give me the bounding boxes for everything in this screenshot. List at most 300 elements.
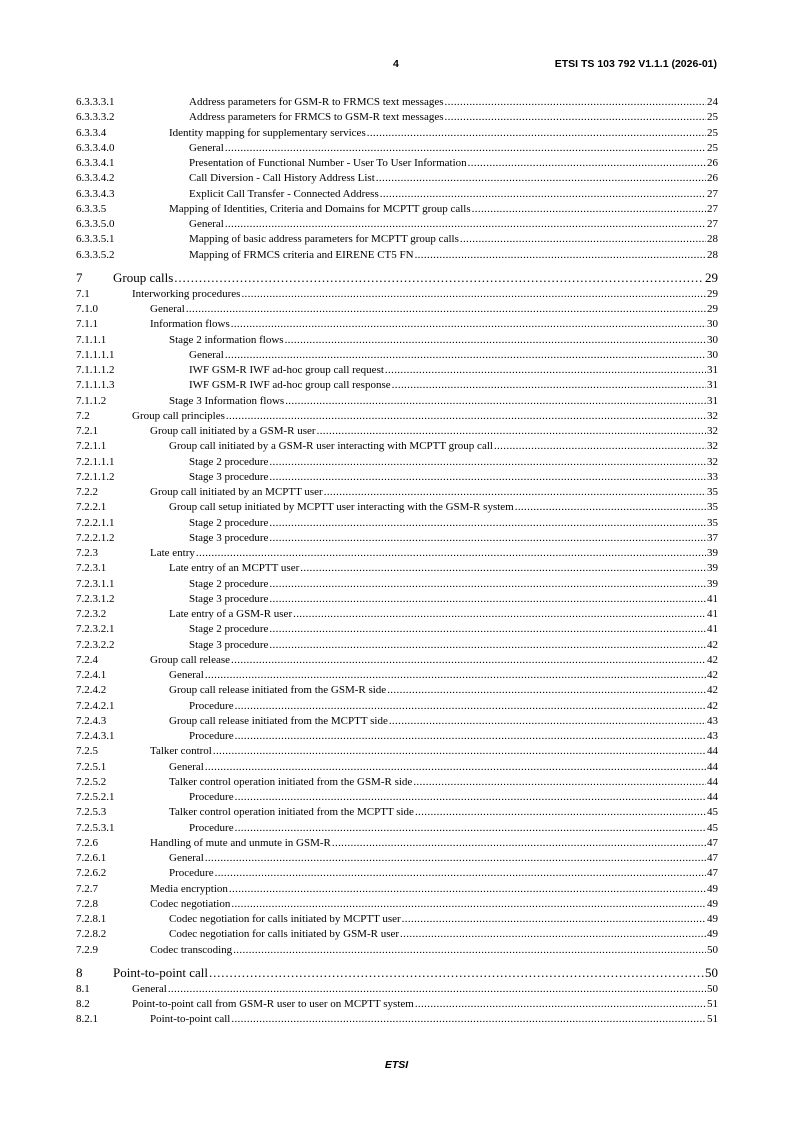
toc-entry-page: 42 [707,653,718,666]
toc-entry-number: 8.2 [76,998,90,1010]
toc-dot-leader [226,409,706,424]
toc-dot-leader [468,156,706,171]
toc-dot-leader [235,821,706,836]
toc-entry-page: 35 [707,501,718,514]
page-footer: ETSI [384,1059,409,1071]
toc-entry[interactable] [76,836,718,851]
toc-entry-page: 45 [707,821,718,834]
toc-dot-leader [392,378,706,393]
toc-entry[interactable] [76,500,718,515]
toc-dot-leader [196,546,706,561]
toc-entry[interactable] [76,699,718,714]
toc-dot-leader [332,836,706,851]
toc-entry-title: Stage 3 procedure [189,531,269,544]
toc-entry-number: 7.1.1.1 [76,333,107,346]
toc-dot-leader [213,744,706,759]
toc-dot-leader [285,333,706,348]
document-reference: ETSI TS 103 792 V1.1.1 (2026-01) [554,58,717,70]
toc-entry-title: Presentation of Functional Number - User To User Information [189,157,467,169]
toc-entry-page: 25 [707,111,718,124]
toc-entry[interactable] [76,851,718,866]
toc-entry-number: 7.2.3 [76,547,98,559]
toc-entry[interactable] [76,821,718,836]
toc-entry-title: Mapping of FRMCS criteria and EIRENE CT5 FN [189,248,414,261]
toc-entry-number: 7.1 [76,287,90,300]
toc-entry-title: General [189,141,224,154]
toc-entry-title: Talker control [150,745,212,758]
toc-entry-title: General [132,982,167,995]
toc-entry-page: 30 [707,333,718,346]
toc-entry-number: 7.2.5 [76,745,98,758]
toc-entry[interactable] [76,760,718,775]
toc-entry[interactable] [76,683,718,698]
toc-entry-number: 7.2.4.2.1 [76,699,115,712]
toc-entry-title: Handling of mute and unmute in GSM-R [150,836,331,849]
toc-entry-title: Group call setup initiated by MCPTT user interacting with the GSM-R system [169,501,514,514]
toc-entry[interactable] [76,455,718,470]
toc-entry-number: 7.2.3.1.1 [76,577,115,590]
toc-entry-number: 7.2.6.1 [76,852,107,864]
toc-entry-number: 7.2.2 [76,486,98,498]
toc-entry-title: Mapping of Identities, Criteria and Domains for MCPTT group calls [169,202,471,215]
toc-dot-leader [235,729,706,744]
toc-entry-page: 27 [707,187,718,200]
toc-entry-title: Group call initiated by an MCPTT user [150,486,323,498]
toc-dot-leader [460,232,706,247]
toc-dot-leader [225,217,706,232]
toc-dot-leader [209,964,704,982]
toc-entry[interactable] [76,982,718,997]
toc-entry-title: Stage 2 procedure [189,577,269,590]
toc-entry-title: Stage 2 procedure [189,623,269,636]
toc-entry[interactable] [76,470,718,485]
toc-entry-title: Call Diversion - Call History Address List [189,172,375,185]
toc-entry[interactable] [76,592,718,607]
toc-entry-title: Group calls [113,269,174,285]
toc-entry-title: Mapping of basic address parameters for MCPTT group calls [189,233,459,246]
toc-entry-page: 42 [707,638,718,651]
toc-entry-page: 30 [707,318,718,331]
toc-entry-page: 49 [707,928,718,941]
toc-entry-number: 7.2.1 [76,425,98,437]
toc-entry-page: 37 [707,531,718,544]
toc-entry-page: 41 [707,623,718,636]
toc-entry[interactable] [76,110,718,125]
toc-entry[interactable] [76,805,718,820]
toc-dot-leader [269,531,706,546]
toc-entry-title: Procedure [189,791,234,803]
table-of-contents [76,95,718,1028]
toc-entry-page: 35 [707,486,718,498]
toc-dot-leader [269,455,706,470]
toc-entry-page: 39 [707,547,718,559]
toc-dot-leader [269,470,706,485]
toc-entry-number: 7.2.1.1.2 [76,470,115,483]
toc-entry[interactable] [76,126,718,141]
toc-entry-page: 41 [707,592,718,605]
toc-entry[interactable] [76,882,718,897]
toc-entry-title: Late entry of an MCPTT user [169,562,300,575]
toc-entry-page: 50 [707,943,718,956]
toc-dot-leader [413,775,706,790]
toc-entry[interactable] [76,638,718,653]
toc-entry[interactable] [76,269,718,287]
toc-entry[interactable] [76,790,718,805]
toc-entry-number: 6.3.3.4.1 [76,157,115,169]
toc-entry-title: Talker control operation initiated from the GSM-R side [169,775,413,788]
toc-entry-title: Group call initiated by a GSM-R user interacting with MCPTT group call [169,440,493,453]
toc-entry-page: 51 [707,1013,718,1026]
toc-entry[interactable] [76,394,718,409]
toc-entry[interactable] [76,141,718,156]
toc-entry[interactable] [76,866,718,881]
toc-entry-number: 7.2.8.1 [76,913,107,925]
toc-entry-title: Stage 2 procedure [189,516,269,529]
toc-entry-title: Identity mapping for supplementary services [169,126,366,139]
toc-dot-leader [269,592,706,607]
toc-entry-number: 7.2.3.2 [76,608,107,620]
toc-entry-title: Explicit Call Transfer - Connected Address [189,187,379,200]
toc-entry-title: Talker control operation initiated from the MCPTT side [169,806,414,819]
toc-dot-leader [269,622,706,637]
toc-dot-leader [231,653,706,668]
toc-entry-title: Stage 3 procedure [189,638,269,651]
toc-dot-leader [215,866,706,881]
toc-dot-leader [415,805,706,820]
toc-dot-leader [241,287,706,302]
toc-entry-page: 25 [707,126,718,139]
page-number: 4 [393,58,399,70]
toc-entry-number: 7.2.9 [76,943,98,956]
toc-entry-page: 42 [707,669,718,681]
toc-dot-leader [445,95,706,110]
toc-entry-number: 6.3.3.5.0 [76,218,115,230]
toc-dot-leader [235,699,706,714]
toc-entry-title: Group call release initiated from the GSM-R side [169,684,387,697]
toc-entry[interactable] [76,1012,718,1027]
toc-entry[interactable] [76,287,718,302]
toc-entry-title: Late entry of a GSM-R user [169,608,293,620]
toc-entry[interactable] [76,607,718,622]
toc-entry-number: 6.3.3.3.1 [76,96,115,108]
toc-entry-title: Point-to-point call from GSM-R user to user on MCPTT system [132,998,414,1010]
toc-dot-leader [293,607,706,622]
toc-entry[interactable] [76,202,718,217]
toc-entry[interactable] [76,775,718,790]
toc-entry-title: General [169,760,204,773]
toc-dot-leader [205,668,706,683]
toc-entry-number: 7 [76,269,83,285]
toc-entry-number: 6.3.3.4 [76,126,107,139]
toc-dot-leader [389,714,706,729]
toc-entry-number: 7.2.5.2.1 [76,791,115,803]
toc-dot-leader [367,126,706,141]
toc-entry-number: 7.2.3.2.1 [76,623,115,636]
toc-dot-leader [205,851,706,866]
toc-entry-page: 50 [705,964,718,980]
toc-entry[interactable] [76,409,718,424]
toc-entry-number: 7.2.3.2.2 [76,638,115,651]
toc-entry-title: Point-to-point call [113,964,208,980]
toc-entry-number: 6.3.3.5 [76,202,107,215]
toc-dot-leader [472,202,706,217]
toc-entry-title: Group call release initiated from the MCPTT side [169,714,388,727]
toc-entry-number: 6.3.3.4.0 [76,141,115,154]
toc-entry-title: Late entry [150,547,195,559]
toc-entry-page: 31 [707,394,718,407]
toc-entry-page: 41 [707,608,718,620]
toc-entry[interactable] [76,714,718,729]
toc-entry-page: 39 [707,577,718,590]
toc-dot-leader [231,1012,706,1027]
toc-entry-title: IWF GSM-R IWF ad-hoc group call response [189,379,391,392]
toc-entry-page: 39 [707,562,718,575]
page-header [0,58,793,72]
toc-entry-number: 8 [76,964,83,980]
toc-dot-leader [415,997,706,1012]
toc-entry[interactable] [76,577,718,592]
toc-dot-leader [231,897,706,912]
toc-entry-number: 7.1.1.1.1 [76,348,115,361]
toc-entry-number: 7.2.6 [76,836,98,849]
toc-entry-page: 24 [707,96,718,108]
toc-entry-page: 43 [707,730,718,742]
toc-entry-page: 27 [707,202,718,215]
toc-entry-page: 25 [707,141,718,154]
toc-entry-number: 7.2.5.2 [76,775,107,788]
toc-entry-page: 42 [707,684,718,697]
toc-entry-page: 31 [707,364,718,376]
toc-entry-page: 47 [707,852,718,864]
toc-entry-title: Codec negotiation for calls initiated by MCPTT user [169,913,401,925]
toc-entry-title: General [169,669,204,681]
toc-dot-leader [269,577,706,592]
toc-entry-title: General [189,218,224,230]
toc-entry[interactable] [76,424,718,439]
toc-entry-page: 28 [707,248,718,261]
toc-entry-page: 42 [707,699,718,712]
toc-entry-page: 47 [707,867,718,880]
toc-entry-number: 7.2.3.1 [76,562,107,575]
toc-entry-page: 49 [707,897,718,910]
toc-entry-title: General [169,852,204,864]
toc-entry-page: 30 [707,348,718,361]
toc-entry-page: 26 [707,172,718,185]
toc-entry-number: 6.3.3.4.2 [76,172,115,185]
toc-entry-title: Stage 2 information flows [169,333,284,346]
toc-entry-number: 7.2.4 [76,653,98,666]
toc-entry-page: 33 [707,470,718,483]
toc-entry-number: 7.2.5.3.1 [76,821,115,834]
toc-entry-title: Procedure [189,821,234,834]
toc-entry-title: Procedure [189,699,234,712]
toc-entry[interactable] [76,561,718,576]
toc-entry[interactable] [76,439,718,454]
toc-dot-leader [376,171,706,186]
toc-entry-title: Stage 3 procedure [189,470,269,483]
toc-dot-leader [300,561,706,576]
toc-dot-leader [174,269,704,287]
toc-entry-page: 28 [707,233,718,246]
toc-entry-number: 8.2.1 [76,1013,98,1026]
toc-entry[interactable] [76,187,718,202]
toc-entry-number: 8.1 [76,982,90,995]
toc-entry[interactable] [76,232,718,247]
toc-entry[interactable] [76,622,718,637]
toc-entry[interactable] [76,363,718,378]
toc-entry[interactable] [76,744,718,759]
toc-entry-page: 51 [707,998,718,1010]
toc-dot-leader [269,516,706,531]
toc-entry-page: 31 [707,379,718,392]
toc-entry-page: 44 [707,791,718,803]
toc-entry[interactable] [76,333,718,348]
toc-entry[interactable] [76,997,718,1012]
toc-entry-page: 29 [707,303,718,315]
toc-entry[interactable] [76,668,718,683]
toc-entry-page: 32 [707,409,718,422]
toc-entry-title: Group call principles [132,409,225,422]
toc-entry-title: General [189,348,224,361]
toc-entry[interactable] [76,317,718,332]
toc-dot-leader [231,317,706,332]
toc-entry[interactable] [76,156,718,171]
toc-entry-number: 7.2.3.1.2 [76,592,115,605]
toc-entry[interactable] [76,653,718,668]
toc-entry[interactable] [76,964,718,982]
toc-entry-number: 7.2.8.2 [76,928,107,941]
toc-dot-leader [235,790,706,805]
toc-entry-number: 7.2.7 [76,882,98,895]
toc-dot-leader [186,302,706,317]
toc-dot-leader [285,394,706,409]
toc-dot-leader [385,363,706,378]
toc-dot-leader [515,500,706,515]
toc-entry-title: Group call initiated by a GSM-R user [150,425,316,437]
toc-entry-title: Address parameters for FRMCS to GSM-R text messages [189,111,444,124]
toc-entry[interactable] [76,516,718,531]
toc-entry-title: Stage 2 procedure [189,455,269,468]
toc-entry-number: 7.2.1.1.1 [76,455,115,468]
toc-entry-number: 7.2.2.1.1 [76,516,115,529]
toc-entry-number: 7.2.2.1.2 [76,531,115,544]
toc-dot-leader [229,882,706,897]
toc-dot-leader [225,348,706,363]
toc-entry-number: 7.2.5.1 [76,760,107,773]
toc-dot-leader [400,927,706,942]
toc-entry-title: Stage 3 Information flows [169,394,285,407]
toc-dot-leader [269,638,706,653]
toc-entry-number: 7.2.1.1 [76,440,107,453]
toc-entry[interactable] [76,217,718,232]
toc-entry[interactable] [76,378,718,393]
toc-entry[interactable] [76,95,718,110]
toc-entry-number: 7.1.0 [76,303,98,315]
toc-entry-title: Media encryption [150,882,228,895]
toc-entry-number: 7.2.4.3 [76,714,107,727]
toc-entry[interactable] [76,248,718,263]
toc-entry[interactable] [76,897,718,912]
toc-entry-number: 7.1.1.1.2 [76,364,115,376]
toc-entry-number: 7.2.6.2 [76,867,107,880]
toc-dot-leader [494,439,706,454]
toc-entry-number: 6.3.3.3.2 [76,111,115,124]
toc-entry-title: Codec negotiation for calls initiated by GSM-R user [169,928,400,941]
toc-dot-leader [415,248,706,263]
toc-entry[interactable] [76,927,718,942]
toc-entry-title: Stage 3 procedure [189,592,269,605]
toc-dot-leader [317,424,706,439]
toc-dot-leader [205,760,706,775]
toc-entry-title: Information flows [150,318,230,331]
toc-dot-leader [380,187,706,202]
toc-entry-page: 49 [707,882,718,895]
toc-entry-page: 49 [707,913,718,925]
toc-entry-page: 32 [707,440,718,453]
toc-entry[interactable] [76,302,718,317]
toc-entry[interactable] [76,348,718,363]
toc-entry-title: Procedure [169,867,214,880]
toc-entry-title: Interworking procedures [132,287,241,300]
toc-entry-number: 7.2 [76,409,90,422]
toc-entry[interactable] [76,546,718,561]
toc-entry-page: 44 [707,775,718,788]
toc-entry-number: 7.1.1.1.3 [76,379,115,392]
toc-entry-page: 29 [707,287,718,300]
toc-entry-title: Group call release [150,653,231,666]
toc-entry-number: 7.2.4.3.1 [76,730,115,742]
toc-entry-number: 7.2.2.1 [76,501,107,514]
toc-entry-page: 47 [707,836,718,849]
toc-entry-page: 43 [707,714,718,727]
toc-entry-page: 26 [707,157,718,169]
toc-dot-leader [445,110,706,125]
toc-entry-number: 7.2.4.2 [76,684,107,697]
toc-entry-page: 27 [707,218,718,230]
toc-entry-number: 7.2.4.1 [76,669,107,681]
toc-dot-leader [387,683,706,698]
toc-entry[interactable] [76,171,718,186]
toc-entry-title: Codec negotiation [150,897,231,910]
toc-entry-title: Point-to-point call [150,1013,231,1026]
toc-entry-number: 6.3.3.5.1 [76,233,115,246]
toc-dot-leader [402,912,706,927]
toc-entry-page: 50 [707,982,718,995]
toc-entry-page: 44 [707,760,718,773]
toc-entry-number: 7.2.5.3 [76,806,107,819]
toc-entry[interactable] [76,943,718,958]
toc-dot-leader [168,982,706,997]
toc-entry-page: 32 [707,425,718,437]
toc-entry[interactable] [76,531,718,546]
toc-entry-page: 45 [707,806,718,819]
toc-entry-number: 7.1.1.2 [76,394,107,407]
toc-entry[interactable] [76,485,718,500]
toc-entry-title: General [150,303,185,315]
toc-entry-number: 6.3.3.5.2 [76,248,115,261]
toc-entry-title: Procedure [189,730,234,742]
toc-entry-title: IWF GSM-R IWF ad-hoc group call request [189,364,384,376]
toc-entry[interactable] [76,729,718,744]
toc-dot-leader [233,943,706,958]
toc-entry-title: Codec transcoding [150,943,233,956]
toc-entry-page: 44 [707,745,718,758]
toc-entry-page: 35 [707,516,718,529]
toc-entry-number: 7.2.8 [76,897,98,910]
toc-entry-page: 32 [707,455,718,468]
toc-entry-number: 7.1.1 [76,318,98,331]
toc-entry[interactable] [76,912,718,927]
